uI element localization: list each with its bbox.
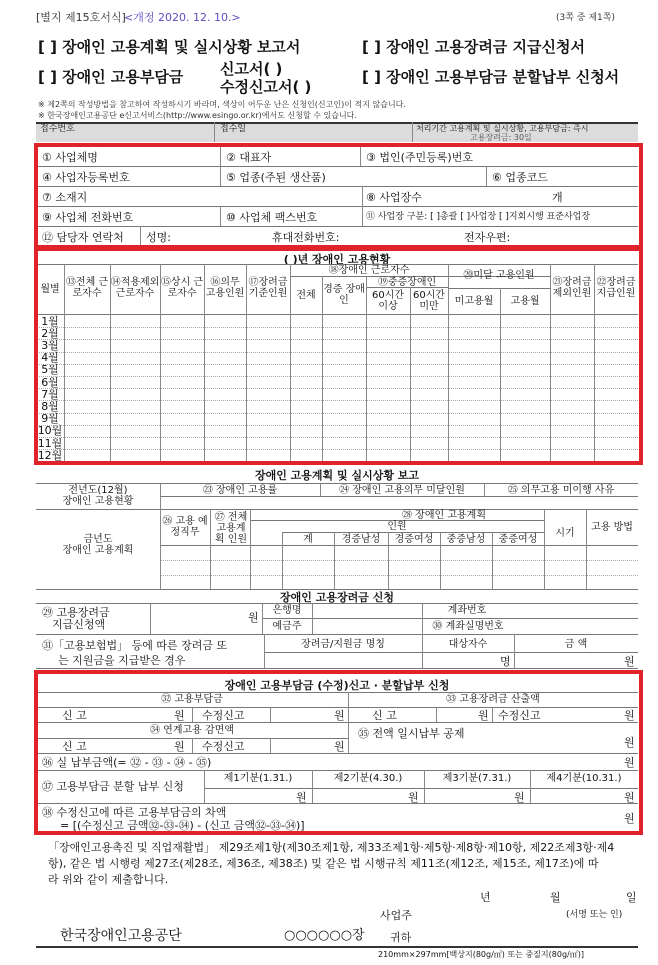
noncompliance-reason-label: ㉕ 의무고용 미이행 사유 (507, 485, 615, 496)
lump-sum-deduction-label: ㉟ 전액 일시납부 공제 (358, 727, 465, 740)
linked-report-label: 신 고 (62, 740, 87, 753)
installment-label: ㊲ 고용부담금 분할 납부 신청 (42, 780, 184, 793)
difference-unit: 원 (624, 812, 635, 825)
shortfall-header: ⑳미달 고용인원 (463, 270, 535, 281)
page-indicator: (3쪽 중 제1쪽) (556, 13, 615, 23)
month-row-label: 3월 (41, 338, 59, 352)
levy-section-title: 장애인 고용부담금 (수정)신고 · 분할납부 신청 (224, 679, 450, 692)
month-row-label: 10월 (37, 424, 63, 438)
corporate-number-field[interactable]: ③ 법인(주민등록)번호 (366, 151, 473, 164)
note-instructions: ※ 제2쪽의 작성방법을 참고하여 작성하시기 바라며, 색상이 어두운 난은 신청인(신고인)이 적지 않습니다. (38, 100, 406, 109)
month-row-label: 5월 (41, 363, 59, 377)
month-row-label: 12월 (37, 448, 63, 462)
title-levy-report: 신고서( ) (220, 60, 283, 78)
industry-code-field[interactable]: ⑥ 업종코드 (492, 171, 548, 184)
representative-field[interactable]: ② 대표자 (226, 151, 272, 164)
difference-label: ㊳ 수정신고에 따른 고용부담금의 차액 (42, 806, 227, 819)
declaration-line-1: 「장애인고용촉진 및 직업재활법」 제29조제1항(제30조제1항, 제33조제1항·제5항·제8항·제10항, 제22조제3항·제4 (48, 841, 615, 854)
mild-disabled-header: 경증 장애인 (323, 284, 365, 306)
mild-female-header: 경증여성 (394, 534, 434, 545)
linked-revised-label: 수정신고 (202, 740, 245, 753)
severe-male-header: 중증남성 (446, 534, 486, 545)
levy-amount-header: ㉜ 고용부담금 (161, 694, 223, 705)
receipt-date-label: 접수일 (220, 124, 247, 134)
other-subsidy-amount-unit: 원 (624, 655, 635, 668)
signature-label: (서명 또는 인) (566, 910, 623, 920)
severe-female-header: 중증여성 (498, 534, 538, 545)
receipt-number-label: 접수번호 (40, 124, 75, 134)
installment-q1-unit: 원 (296, 791, 307, 804)
lump-sum-deduction-unit: 원 (624, 736, 635, 749)
this-year-plan-label: 장애인 고용계획 (62, 545, 134, 556)
calc-report-label: 신 고 (372, 709, 397, 722)
mild-male-header: 경증남성 (341, 534, 381, 545)
subsidy-section-title: 장애인 고용장려금 신청 (280, 591, 394, 604)
addressee-label: 귀하 (390, 931, 412, 944)
subsidy-amount-unit: 원 (248, 611, 259, 624)
contact-email-field[interactable]: 전자우편: (464, 231, 511, 244)
contact-field[interactable]: ⑫ 담당자 연락처 (42, 231, 124, 244)
business-registration-field[interactable]: ④ 사업자등록번호 (42, 171, 130, 184)
disabled-workers-header: ⑱장애인 근로자수 (328, 265, 410, 276)
method-header: 고용 방법 (591, 522, 633, 533)
subsidy-amount-label-2: 지급신청액 (52, 618, 106, 631)
plan-section-title: 장애인 고용계획 및 실시상황 보고 (254, 469, 420, 482)
month-row-label: 11월 (37, 436, 63, 450)
levy-report-label: 신 고 (62, 709, 87, 722)
installment-q2-unit: 원 (408, 791, 419, 804)
plan-total-header: 계 (303, 534, 313, 545)
subsidy-calculated-header: ㉝ 고용장려금 산출액 (446, 694, 540, 705)
under-60h-header: 60시간 미만 (412, 290, 446, 312)
installment-q4-unit: 원 (624, 791, 635, 804)
title-levy-revised: 수정신고서( ) (220, 78, 312, 96)
installment-q2-header: 제2기분(4.30.) (333, 773, 403, 784)
prev-year-label: 전년도(12월) (68, 485, 128, 496)
difference-formula: = [(수정신고 금액㉜-㉝-㉞) - (신고 금액㉜-㉝-㉞)] (60, 819, 305, 832)
month-row-label: 6월 (41, 375, 59, 389)
company-name-field[interactable]: ① 사업체명 (42, 151, 98, 164)
regular-workers-header: ⑮상시 근로자수 (160, 277, 204, 299)
calc-revised-label: 수정신고 (498, 709, 541, 722)
installment-q4-header: 제4기분(10.31.) (546, 773, 622, 784)
employment-rate-label: ㉓ 장애인 고용률 (202, 485, 278, 496)
title-levy: [ ] 장애인 고용부담금 (38, 68, 184, 86)
processing-period: 처리기간 고용계획 및 실시상황, 고용부담금: 즉시 (416, 124, 589, 133)
month-row-label: 8월 (41, 399, 59, 413)
form-label: [별지 제15호서식] (36, 11, 126, 24)
industry-field[interactable]: ⑤ 업종(주된 생산품) (226, 171, 326, 184)
account-name-number-label: ㉚ 계좌실명번호 (432, 621, 504, 632)
site-count-unit: 개 (552, 191, 563, 204)
linked-revised-unit: 원 (334, 740, 345, 753)
employed-month-header: 고용월 (510, 296, 540, 307)
subsidy-name-header: 장려금/지원금 명칭 (301, 639, 385, 650)
calc-revised-unit: 원 (624, 709, 635, 722)
site-type-field[interactable]: ⑪ 사업장 구분: [ ]총괄 [ ]사업장 [ ]지회시행 표준사업장 (366, 212, 591, 222)
processing-period-subsidy: 고용장려금: 30일 (470, 133, 532, 142)
total-plan-label: ㉗ 전체 고용계획 인원 (214, 512, 248, 545)
revision-date: <개정 2020. 12. 10.> (124, 11, 241, 24)
note-online: ※ 한국장애인고용공단 e신고서비스(http://www.esingo.or.kr)에서도 신청할 수 있습니다. (38, 111, 357, 120)
contact-mobile-field[interactable]: 휴대전화번호: (272, 231, 340, 244)
date-year-label: 년 (480, 891, 491, 904)
amount-header: 금 액 (564, 639, 588, 650)
paper-spec: 210mm×297mm[백상지(80g/㎡) 또는 중질지(80g/㎡)] (378, 950, 584, 959)
subsidy-excluded-header: ㉑장려금 제외인원 (552, 277, 592, 299)
levy-report-unit: 원 (174, 709, 185, 722)
business-owner-label: 사업주 (380, 909, 412, 922)
declaration-line-2: 항), 같은 법 시행령 제27조(제28조, 제36조, 제38조) 및 같은 법 시행규칙 제11조(제12조, 제15조, 제17조)에 따 (48, 857, 599, 870)
site-count-field[interactable]: ⑧ 사업장수 (366, 191, 422, 204)
installment-q3-header: 제3기분(7.31.) (442, 773, 512, 784)
installment-q1-header: 제1기분(1.31.) (223, 773, 293, 784)
levy-revised-label: 수정신고 (202, 709, 245, 722)
other-subsidy-label: ㉛「고용보험법」 등에 따른 장려금 또 (42, 639, 228, 652)
severe-disabled-header: ⑲중증장애인 (377, 277, 437, 288)
title-installment: [ ] 장애인 고용부담금 분할납부 신청서 (362, 68, 620, 86)
month-row-label: 7월 (41, 387, 59, 401)
other-subsidy-label-2: 는 지원금을 지급받은 경우 (58, 654, 186, 667)
planned-job-label: ㉖ 고용 예정직무 (162, 516, 208, 538)
month-row-label: 9월 (41, 412, 59, 426)
title-employment-plan: [ ] 장애인 고용계획 및 실시상황 보고서 (38, 38, 301, 56)
total-workers-header: ⑬전체 근로자수 (65, 277, 109, 299)
account-holder-label: 예금주 (272, 621, 302, 632)
agency-head: ○○○○○○장 (284, 928, 365, 943)
address-field[interactable]: ⑦ 소재지 (42, 191, 88, 204)
month-row-label: 2월 (41, 326, 59, 340)
month-column-header: 월별 (40, 284, 60, 295)
subsidy-amount-label: ㉙ 고용장려금 (42, 606, 110, 619)
mandatory-quota-header: ⑯의무 고용인원 (205, 277, 245, 299)
linked-reduction-header: ㉞ 연계고용 감면액 (150, 725, 234, 736)
subsidy-base-header: ⑰장려금 기준인원 (248, 277, 288, 299)
month-row-label: 4월 (41, 351, 59, 365)
bank-name-label: 은행명 (272, 605, 302, 616)
levy-revised-unit: 원 (334, 709, 345, 722)
installment-q3-unit: 원 (514, 791, 525, 804)
month-row-label: 1월 (41, 314, 59, 328)
title-subsidy-application: [ ] 장애인 고용장려금 지급신청서 (362, 38, 585, 56)
agency-name: 한국장애인고용공단 (60, 928, 182, 944)
actual-payment-label: ㊱ 실 납부금액(= ㉜ - ㉝ - ㉞ - ㉟) (42, 756, 212, 769)
phone-field[interactable]: ⑨ 사업체 전화번호 (42, 211, 134, 224)
employment-table-title: ( )년 장애인 고용현황 (283, 253, 391, 266)
date-day-label: 일 (626, 891, 637, 904)
timing-header: 시기 (555, 528, 575, 539)
recipient-count-header: 대상자수 (448, 639, 488, 650)
fax-field[interactable]: ⑩ 사업체 팩스번호 (226, 211, 318, 224)
shortfall-count-label: ㉔ 장애인 고용의무 미달인원 (339, 485, 465, 496)
excluded-workers-header: ⑭적용제외 근로자수 (110, 277, 160, 299)
prev-year-status-label: 장애인 고용현황 (62, 496, 134, 507)
recipient-count-unit: 명 (500, 655, 511, 668)
contact-name-field[interactable]: 성명: (146, 231, 171, 244)
actual-payment-unit: 원 (624, 756, 635, 769)
this-year-label: 금년도 (83, 534, 113, 545)
subsidy-paid-header: ㉒장려금 지급인원 (596, 277, 636, 299)
disabled-plan-label: ㉘ 장애인 고용계획 (402, 510, 486, 521)
unemployed-month-header: 미고용월 (454, 296, 494, 307)
disabled-total-header: 전체 (296, 290, 316, 301)
linked-report-unit: 원 (174, 740, 185, 753)
calc-report-unit: 원 (478, 709, 489, 722)
date-month-label: 월 (550, 891, 561, 904)
headcount-label: 인원 (387, 521, 407, 532)
account-number-label: 계좌번호 (447, 605, 487, 616)
declaration-line-3: 라 위와 같이 제출합니다. (48, 873, 169, 886)
over-60h-header: 60시간 이상 (371, 290, 405, 312)
